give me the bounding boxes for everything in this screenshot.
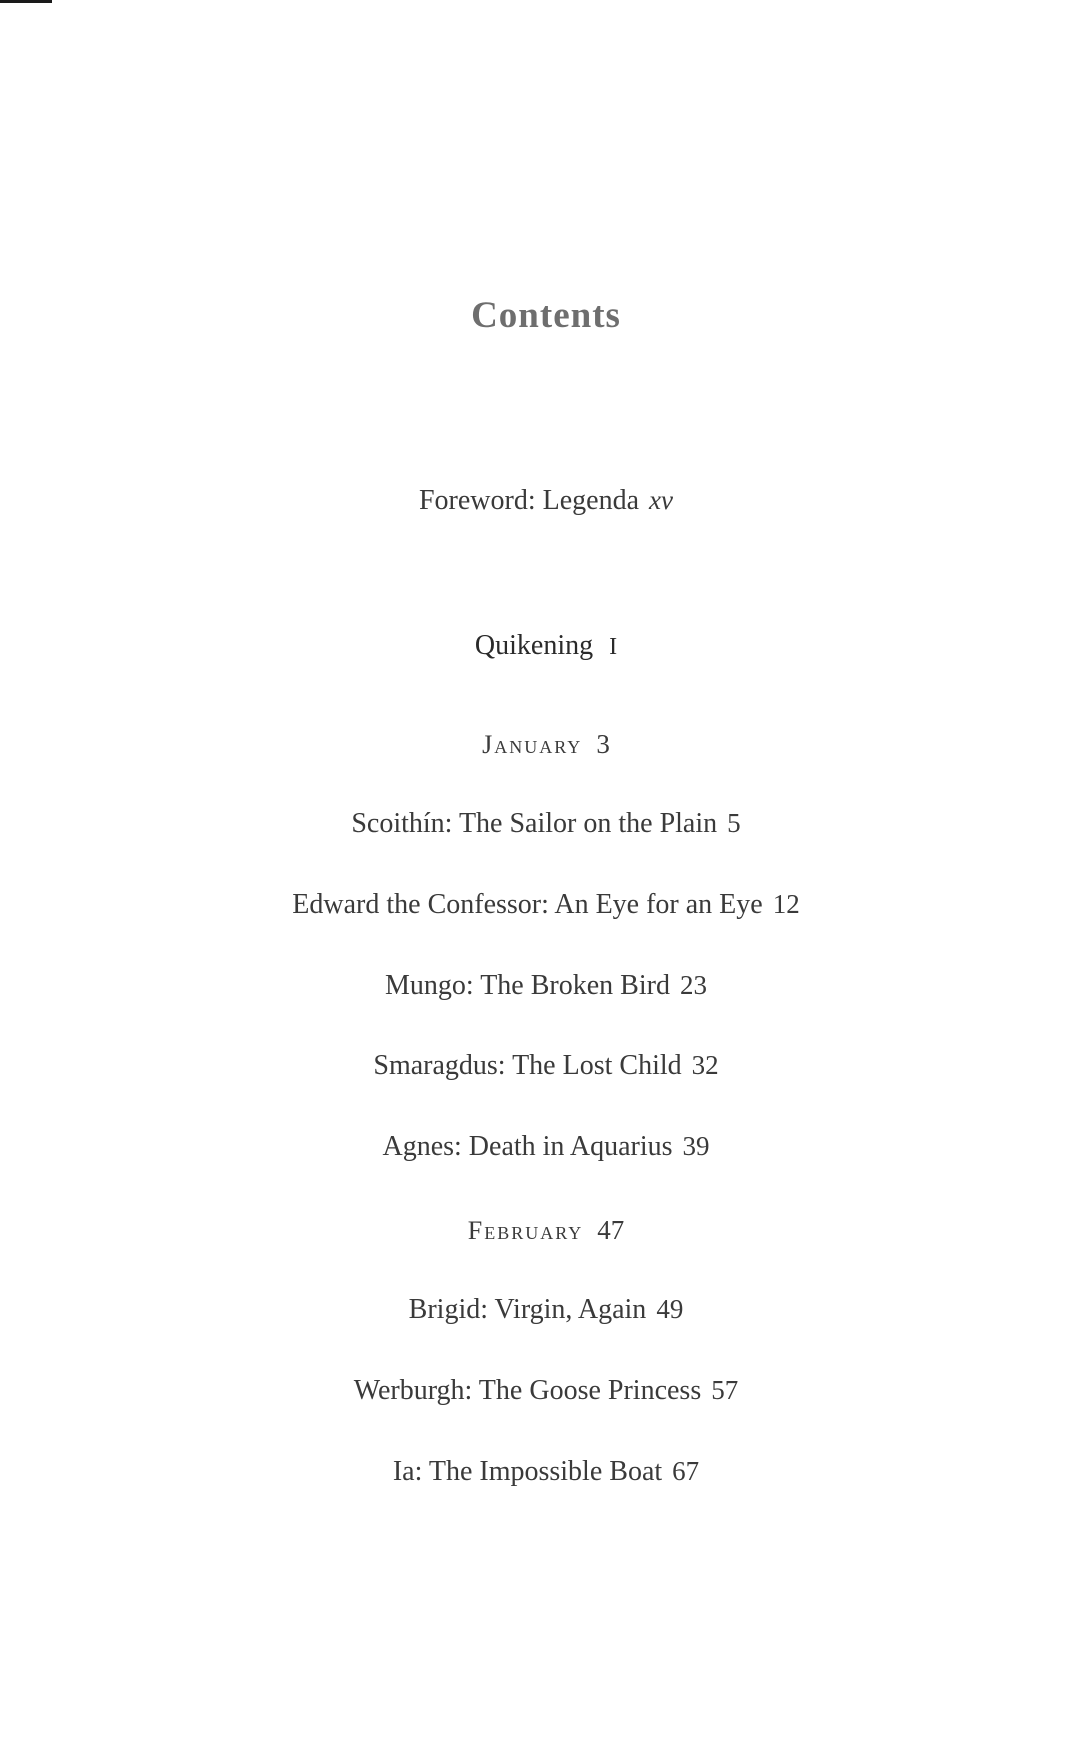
- toc-entry-title: Smaragdus: The Lost Child: [373, 1050, 682, 1081]
- toc-entry[interactable]: [0, 1133, 1092, 1161]
- toc-entry[interactable]: [0, 891, 1092, 919]
- toc-entry[interactable]: [0, 1052, 1092, 1080]
- toc-entry-page: 39: [682, 1131, 710, 1161]
- toc-entry-title: Werburgh: The Goose Princess: [353, 1375, 702, 1406]
- toc-entry-page: xv: [649, 485, 673, 515]
- toc-entry-title: Brigid: Virgin, Again: [408, 1294, 647, 1325]
- toc-entry[interactable]: [0, 1458, 1092, 1486]
- toc-entry-page: 67: [672, 1456, 700, 1486]
- toc-month-title: January: [482, 730, 583, 759]
- toc-entry-title: Scoithín: The Sailor on the Plain: [351, 808, 718, 839]
- toc-month-page: 47: [597, 1215, 625, 1245]
- toc-entry-page: 5: [727, 808, 741, 838]
- toc-entry-page: 49: [656, 1294, 684, 1324]
- toc-part-page: I: [609, 634, 618, 660]
- toc-entry-page: 32: [691, 1050, 719, 1080]
- toc-entry[interactable]: [0, 810, 1092, 838]
- toc-entry-foreword[interactable]: [0, 487, 1092, 515]
- toc-entry[interactable]: [0, 972, 1092, 1000]
- toc-entry[interactable]: [0, 1296, 1092, 1324]
- toc-entry-title: Ia: The Impossible Boat: [392, 1456, 663, 1487]
- toc-month-january[interactable]: [0, 731, 1092, 758]
- toc-entry-title: Mungo: The Broken Bird: [385, 970, 670, 1001]
- toc-entry-title: Foreword: Legenda: [418, 485, 640, 516]
- toc-entry[interactable]: [0, 1377, 1092, 1405]
- toc-month-title: February: [467, 1216, 584, 1245]
- toc-part-title: Quikening: [474, 630, 594, 661]
- toc-entry-title: Edward the Confessor: An Eye for an Eye: [292, 889, 763, 920]
- toc-part-quikening[interactable]: [0, 632, 1092, 660]
- toc-entry-page: 23: [679, 970, 707, 1000]
- toc-entry-page: 57: [711, 1375, 739, 1405]
- toc-month-february[interactable]: [0, 1217, 1092, 1244]
- toc-entry-page: 12: [772, 889, 800, 919]
- page-title: Contents: [471, 294, 621, 336]
- toc-month-page: 3: [596, 729, 610, 759]
- toc-entry-title: Agnes: Death in Aquarius: [382, 1131, 673, 1162]
